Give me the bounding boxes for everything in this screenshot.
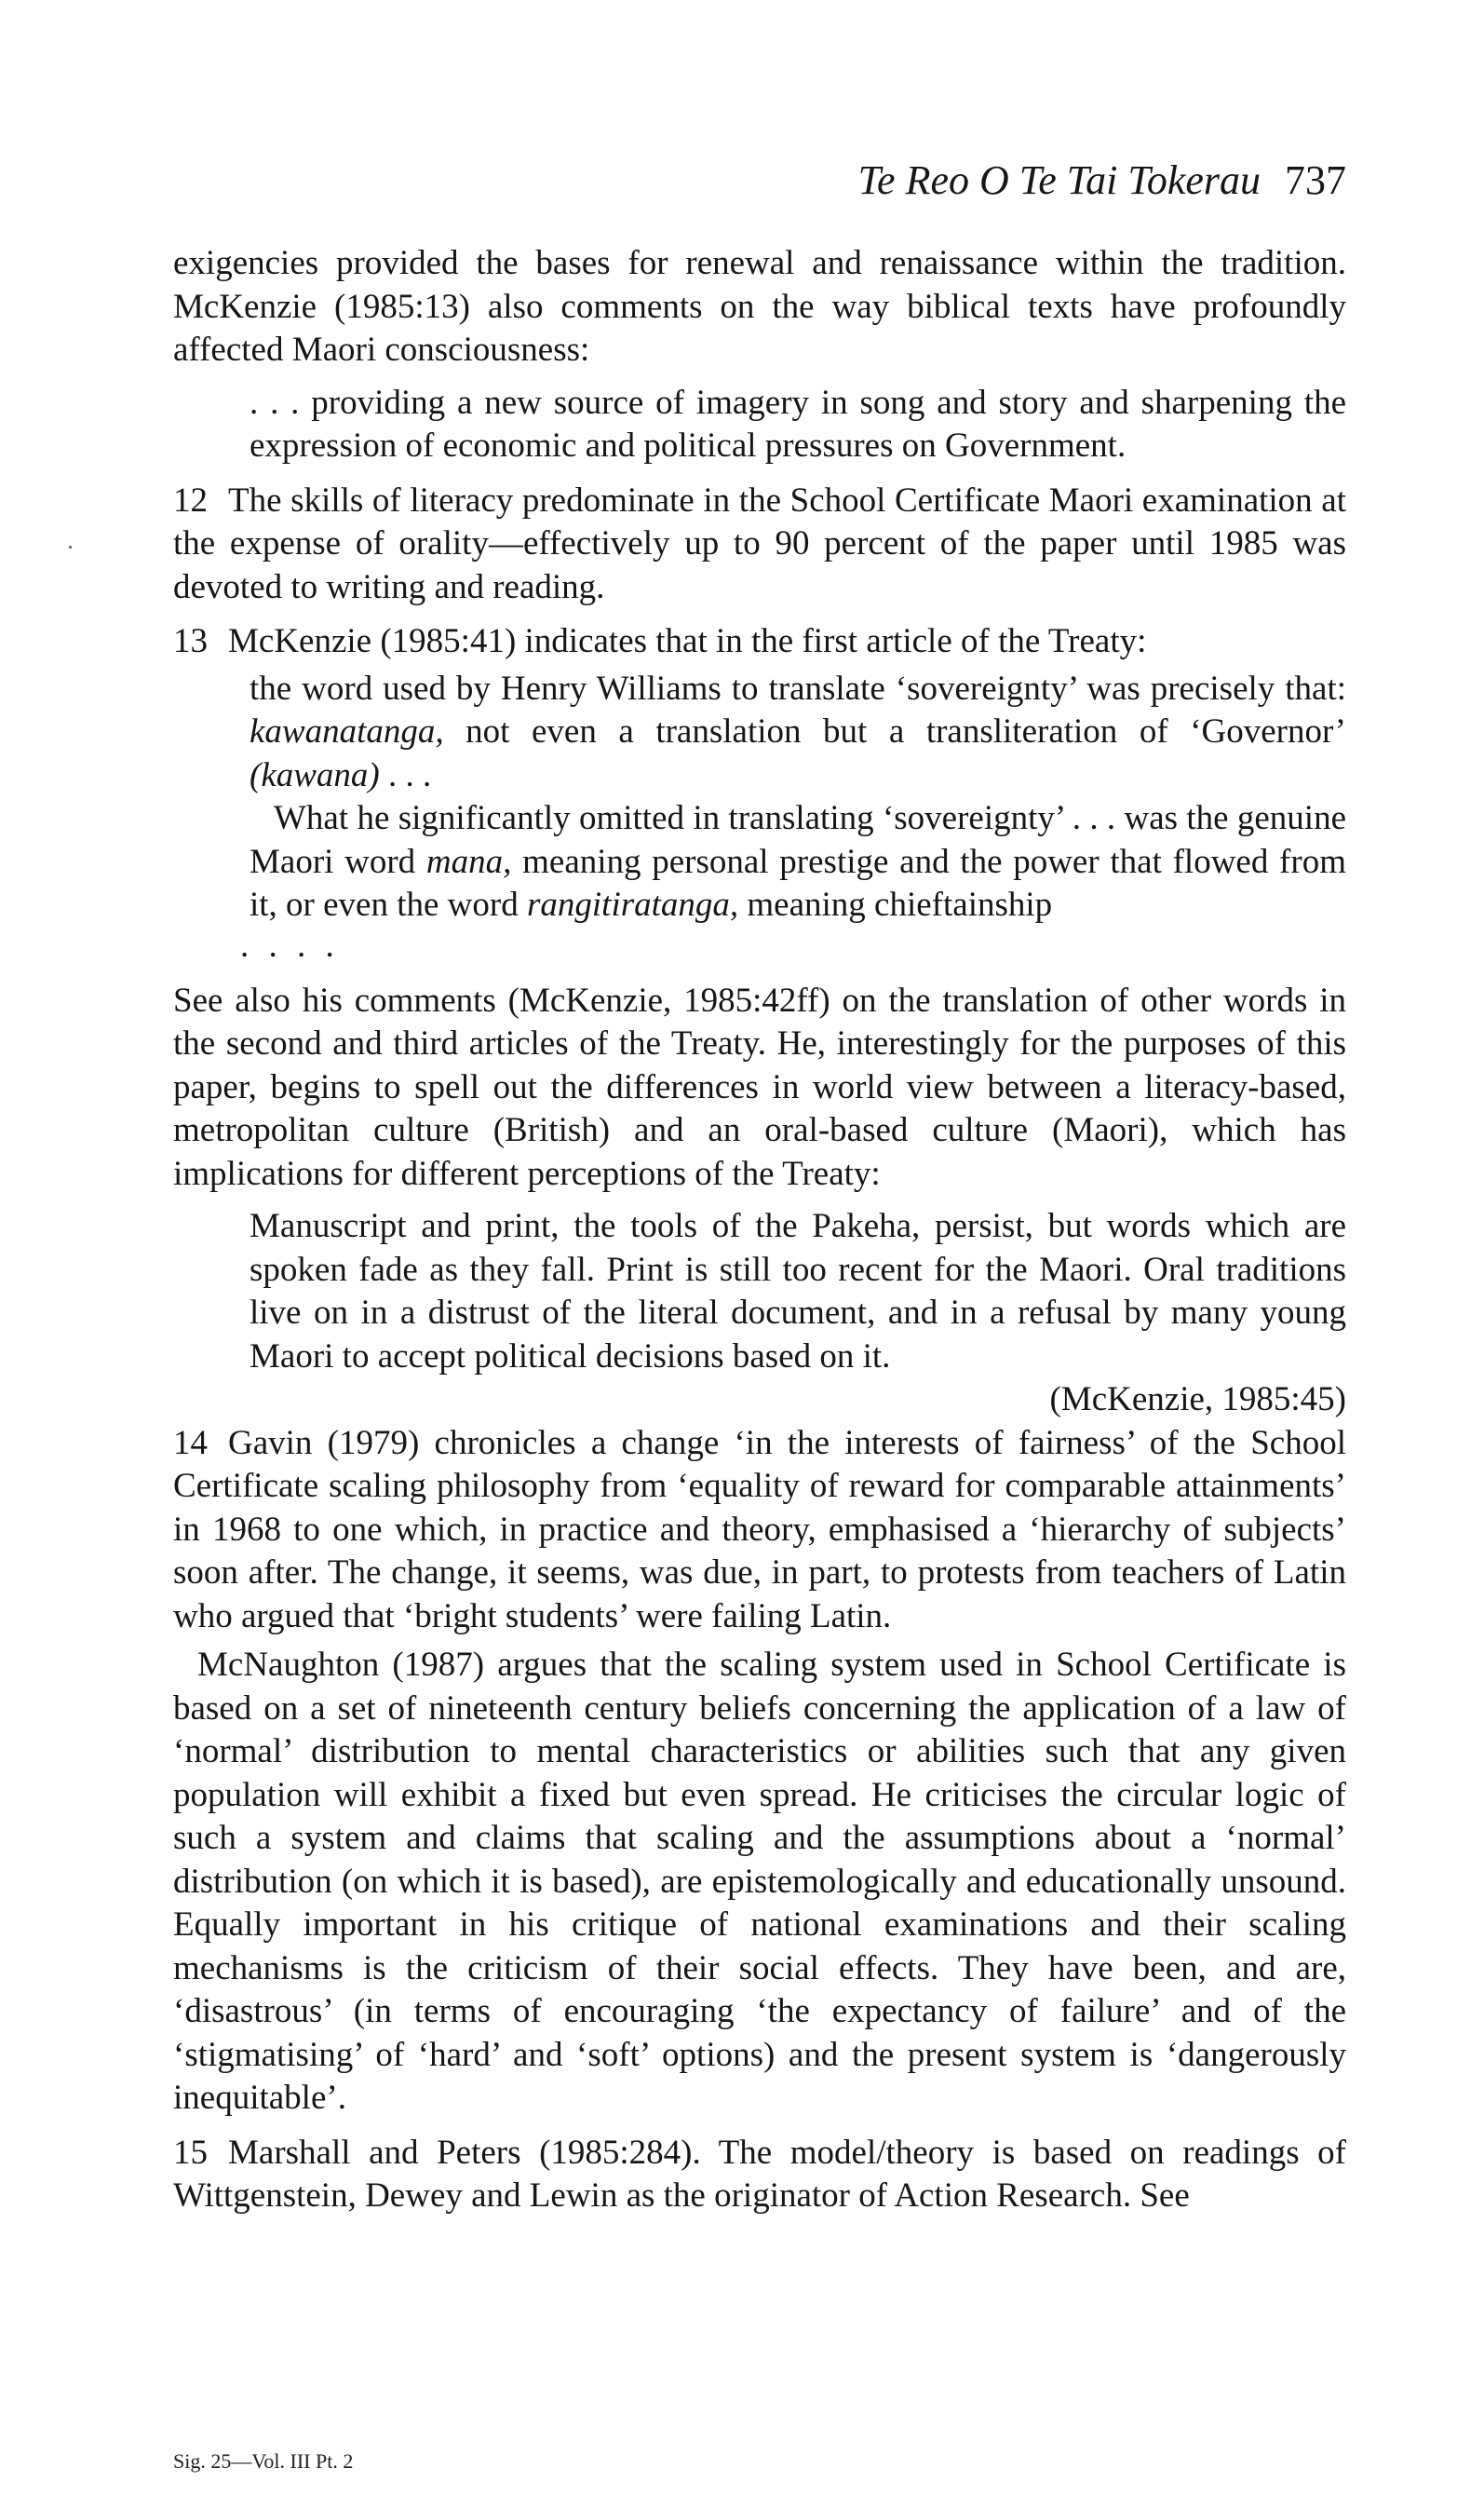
- quote-text: meaning chieftainship: [738, 886, 1053, 924]
- maori-term: mana,: [425, 842, 512, 881]
- note-number: 15: [173, 2133, 208, 2172]
- note-number: 13: [173, 622, 208, 660]
- note-text: McKenzie (1985:41) indicates that in the first article of the Treaty:: [228, 622, 1147, 660]
- note-14: [173, 1422, 1346, 1639]
- note-number: 12: [173, 481, 208, 520]
- quote-text: . . .: [379, 755, 432, 794]
- paragraph-continuation: exigencies provided the bases for renewal and renaissance within the tradition. McKenzie (1985:13) also comments on the way biblical texts have profoundly affected Maori consciousness:: [173, 244, 1346, 369]
- signature-mark: Sig. 25—Vol. III Pt. 2: [173, 2449, 354, 2473]
- running-title: Te Reo O Te Tai Tokerau: [857, 157, 1261, 203]
- note-15: [173, 2132, 1346, 2218]
- note-number: 14: [173, 1423, 208, 1462]
- quote-text: the word used by Henry Williams to translate ‘sovereignty’ was precisely that:: [250, 669, 1346, 708]
- paragraph-see-also: See also his comments (McKenzie, 1985:42ff) on the translation of other words in the second and third articles of the Treaty. He, interestingly for the purposes of this paper, begins to spell out the differences in world view between a literacy-based, metropolitan culture (British) and an oral-based culture (Maori), which has implications for different perceptions of the Treaty:: [173, 981, 1346, 1193]
- paragraph-mcnaughton: McNaughton (1987) argues that the scaling system used in School Certificate is based on a set of nineteenth century beliefs concerning the application of a law of ‘normal’ distribution to mental characteristics or abilities such that any given population will exhibit a fixed but even spread. He criticises the circular logic of such a system and claims that scaling and the assumptions about a ‘normal’ distribution (on which it is based), are epistemologically and educationally unsound. Equally important in his critique of national examinations and their scaling mechanisms is the criticism of their social effects. They have been, and are, ‘disastrous’ (in terms of encouraging ‘the expectancy of failure’ and of the ‘stigmatising’ of ‘hard’ and ‘soft’ options) and the present system is ‘dangerously inequitable’.: [173, 1646, 1346, 2117]
- note-12: [173, 480, 1346, 610]
- quote-citation: (McKenzie, 1985:45): [1049, 1380, 1346, 1418]
- block-quote-3: [173, 797, 1346, 928]
- page-number: 737: [1285, 157, 1346, 203]
- body-text: [173, 242, 1346, 2218]
- quote-text: not even a translation but a transliteration of ‘Governor’: [443, 712, 1346, 751]
- quote-text: meaning personal prestige and the power that flowed from it, or even the word: [250, 842, 1346, 924]
- block-quote-4: Manuscript and print, the tools of the Pakeha, persist, but words which are spoken fade as they fall. Print is still too recent for the Maori. Oral traditions live on in a distrust of the literal document, and in a refusal by many young Maori to accept political decisions based on it.: [250, 1207, 1346, 1376]
- quote-ellipsis: . . . .: [240, 926, 340, 965]
- note-text: Gavin (1979) chronicles a change ‘in the interests of fairness’ of the School Certificate scaling philosophy from ‘equality of reward for comparable attainments’ in 1968 to one which, in practice and theory, emphasised a ‘hierarchy of subjects’ soon after. The change, it seems, was due, in part, to protests from teachers of Latin who argued that ‘bright students’ were failing Latin.: [173, 1423, 1346, 1635]
- running-head: [857, 157, 1346, 203]
- quote-text: What he significantly omitted in translating ‘sovereignty’ . . . was the genuine Maori word: [250, 799, 1346, 881]
- note-text: Marshall and Peters (1985:284). The model/theory is based on readings of Wittgenstein, Dewey and Lewin as the originator of Action Research. See: [173, 2133, 1346, 2215]
- note-13: [173, 620, 1346, 664]
- margin-mark: [69, 546, 72, 549]
- block-quote-2: [173, 668, 1346, 798]
- maori-term: rangitiratanga,: [526, 886, 739, 924]
- note-text: The skills of literacy predominate in the School Certificate Maori examination at the expense of orality—effectively up to 90 percent of the paper until 1985 was devoted to writing and reading.: [173, 481, 1346, 606]
- block-quote-1: . . . providing a new source of imagery in song and story and sharpening the expression of economic and political pressures on Government.: [250, 383, 1346, 465]
- maori-term: (kawana): [250, 755, 380, 794]
- maori-term: kawanatanga,: [250, 712, 444, 751]
